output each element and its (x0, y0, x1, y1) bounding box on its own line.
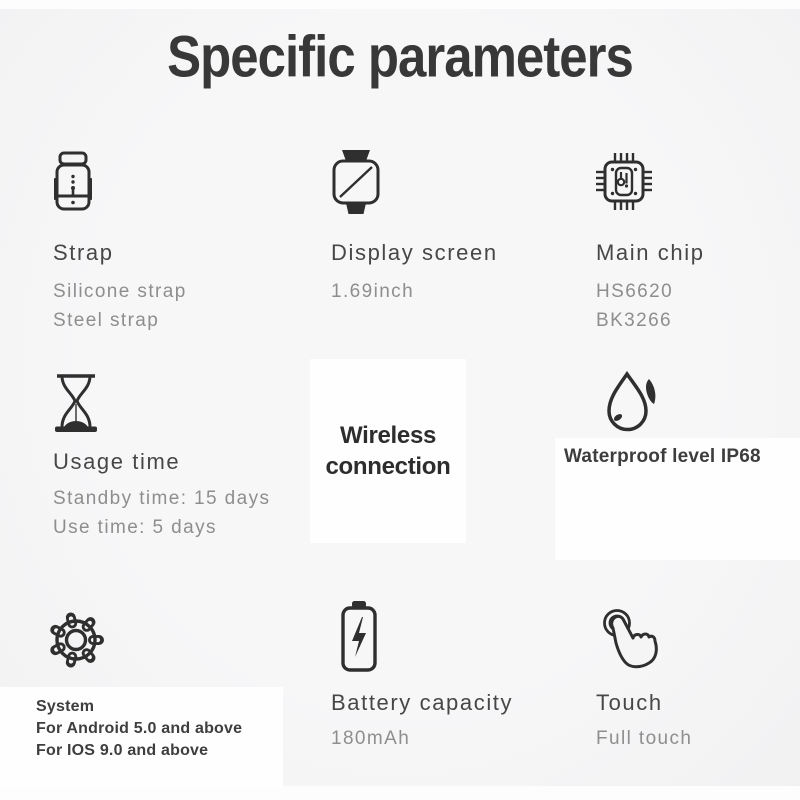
wireless-panel (310, 359, 466, 543)
usage-line2: Use time: 5 days (53, 517, 217, 538)
strap-line1: Silicone strap (53, 281, 187, 302)
wireless-line1: Wireless (339, 422, 437, 449)
battery-line1: 180mAh (331, 728, 411, 749)
battery-title: Battery capacity (331, 690, 514, 715)
system-panel (0, 687, 283, 786)
waterproof-panel (555, 438, 800, 560)
waterproof-label: Waterproof level IP68 (564, 446, 761, 467)
chip-line1: HS6620 (596, 281, 674, 302)
system-line2: For IOS 9.0 and above (36, 742, 209, 759)
chip-line2: BK3266 (596, 310, 673, 331)
display-title: Display screen (331, 240, 498, 265)
display-line1: 1.69inch (331, 281, 415, 302)
usage-title: Usage time (53, 449, 181, 474)
water-drop-icon (604, 371, 658, 435)
bottom-white-band (0, 786, 800, 800)
hourglass-icon (52, 374, 100, 434)
system-line1: For Android 5.0 and above (36, 720, 243, 737)
top-white-band (0, 0, 800, 9)
battery-icon (340, 601, 378, 673)
touch-line1: Full touch (596, 728, 693, 749)
gear-icon (46, 610, 106, 670)
strap-line2: Steel strap (53, 310, 160, 331)
chip-title: Main chip (596, 240, 705, 265)
watch-strap-icon (54, 151, 92, 217)
wireless-line2: connection (325, 453, 451, 480)
touch-hand-icon (596, 608, 670, 674)
smartwatch-screen-icon (331, 149, 381, 216)
usage-line1: Standby time: 15 days (53, 488, 271, 509)
processor-chip-icon (595, 152, 653, 211)
system-title: System (36, 698, 95, 715)
page-title: Specific parameters (167, 25, 633, 91)
strap-title: Strap (53, 240, 114, 265)
touch-title: Touch (596, 690, 663, 715)
